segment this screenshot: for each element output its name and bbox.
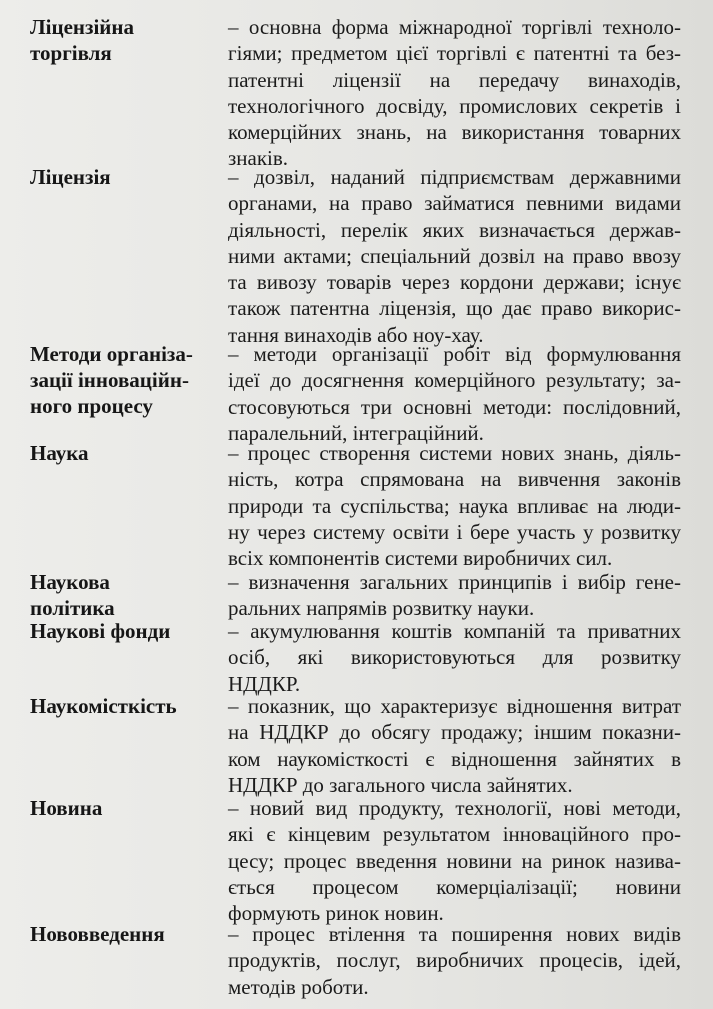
entry-term: Ліцензія — [30, 165, 111, 189]
entry-term: Наука — [30, 441, 89, 465]
entry-term: Наукомісткість — [30, 694, 177, 718]
entry-definition: – акумулювання коштів компаній та приватних осіб, які використовуються для розвитку НДДКР. — [228, 619, 681, 696]
entry-definition: – показник, що характеризує відношення витрат на НДДКР до обсягу продажу; іншим показни- ком наукомісткості є відношення зайнятих в НДДКР до загального числа зайнятих. — [228, 694, 681, 797]
entry-term: Нововведення — [30, 922, 165, 946]
entry-definition: – процес втілення та поширення нових видів продуктів, послуг, виробничих процесів, ідей, методів роботи. — [228, 922, 681, 999]
entry-term: Наукова політика — [30, 570, 115, 620]
entry-definition: – процес створення системи нових знань, діяль- ність, котра спрямована на вивчення законів природи та суспільства; наука впливає на люди- ну через систему освіти і бере участь у розвитку всіх компонентів системи виробничих сил. — [228, 441, 681, 571]
entry-definition: – основна форма міжнародної торгівлі техноло- гіями; предметом цієї торгівлі є патентні та без- патентні ліцензії на передачу винаходів, технологічного досвіду, промислових секретів і комерційних знань, на використання товарних знаків. — [228, 15, 681, 171]
entry-term: Методи організа- зації інноваційн- ного процесу — [30, 342, 193, 418]
entry-definition: – новий вид продукту, технології, нові методи, які є кінцевим результатом інноваційного про- цесу; процес введення новини на ринок назива- ється процесом комерціалізації; новини формують ринок новин. — [228, 796, 681, 926]
entry-definition: – визначення загальних принципів і вибір гене- ральних напрямів розвитку науки. — [228, 570, 681, 621]
entry-definition: – методи організації робіт від формулювання ідеї до досягнення комерційного результату; за- стосовуються три основні методи: послідовний, паралельний, інтеграційний. — [228, 342, 681, 445]
entry-term: Наукові фонди — [30, 619, 171, 643]
entry-term: Новина — [30, 796, 103, 820]
entry-definition: – дозвіл, наданий підприємствам державними органами, на право займатися певними видами діяльності, перелік яких визначається держав- ними актами; спеціальний дозвіл на право ввозу та вивозу товарів через кордони держави; існує також патентна ліцензія, що дає право викорис- тання винаходів або ноу-хау. — [228, 165, 681, 347]
entry-term: Ліцензійна торгівля — [30, 15, 134, 65]
